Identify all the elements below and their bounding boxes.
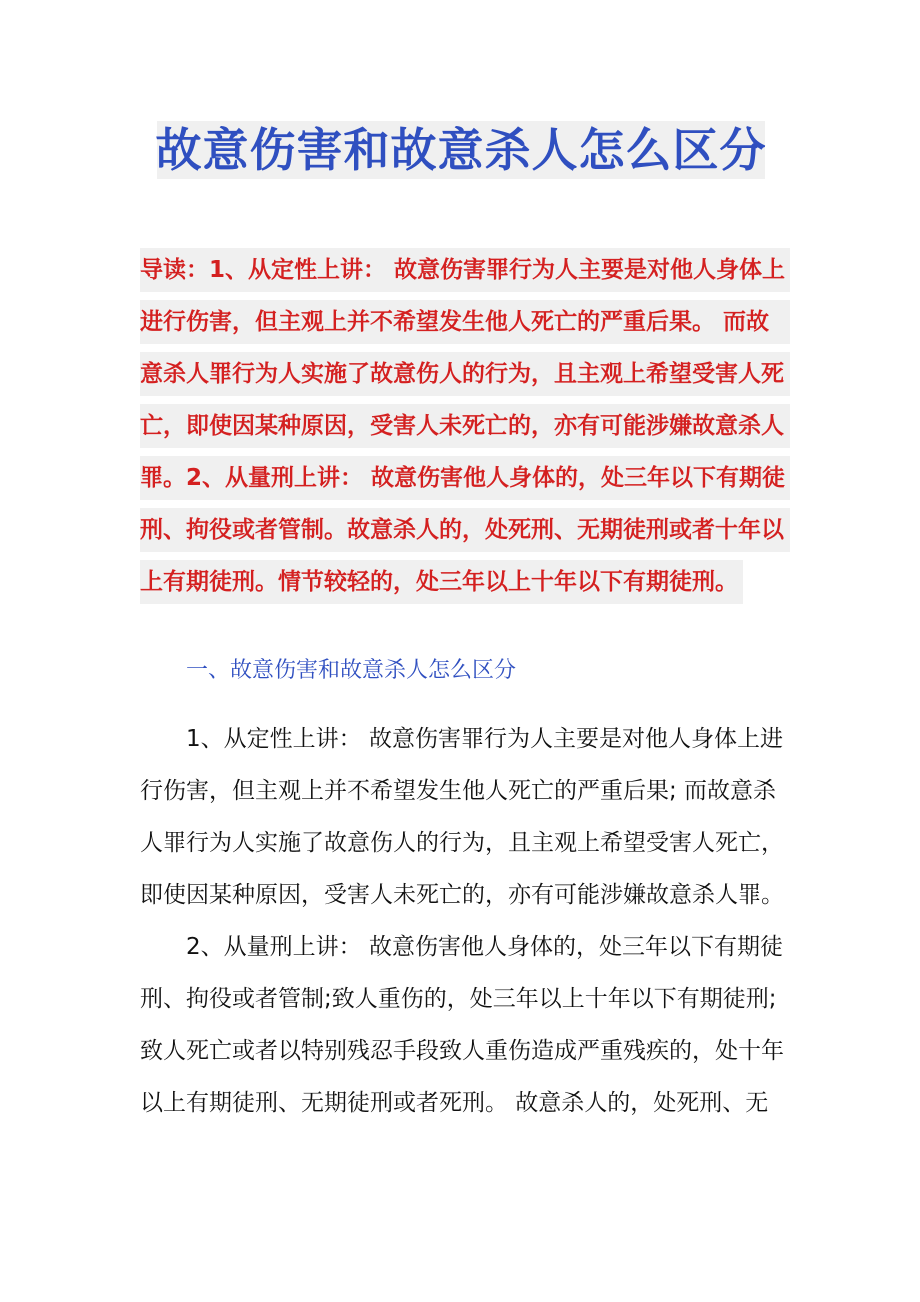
paragraph-line: 以上有期徒刑、无期徒刑或者死刑。 故意杀人的，处死刑、无 — [140, 1090, 769, 1116]
intro-line: 进行伤害，但主观上并不希望发生他人死亡的严重后果。 而故 — [140, 300, 790, 344]
paragraph-line: 即使因某种原因，受害人未死亡的，亦有可能涉嫌故意杀人罪。 — [140, 882, 784, 908]
paragraph-line: 2、从量刑上讲： 故意伤害他人身体的，处三年以下有期徒 — [186, 934, 783, 960]
paragraph-line: 行伤害，但主观上并不希望发生他人死亡的严重后果; 而故意杀 — [140, 778, 777, 804]
paragraph-1 — [140, 713, 790, 921]
intro-line: 上有期徒刑。情节较轻的，处三年以上十年以下有期徒刑。 — [140, 560, 743, 604]
title-highlight — [157, 121, 765, 179]
paragraph-line: 刑、拘役或者管制;致人重伤的，处三年以上十年以下有期徒刑; — [140, 986, 777, 1012]
intro-line: 亡，即使因某种原因，受害人未死亡的，亦有可能涉嫌故意杀人 — [140, 404, 790, 448]
paragraph-line: 1、从定性上讲： 故意伤害罪行为人主要是对他人身体上进 — [186, 726, 783, 752]
paragraph-2 — [140, 921, 790, 1129]
intro-line: 意杀人罪行为人实施了故意伤人的行为，且主观上希望受害人死 — [140, 352, 790, 396]
page-title: 故意伤害和故意杀人怎么区分 — [155, 123, 767, 177]
intro-line: 导读：1、从定性上讲： 故意伤害罪行为人主要是对他人身体上 — [140, 248, 790, 292]
section-heading: 一、故意伤害和故意杀人怎么区分 — [186, 658, 517, 683]
intro-line: 罪。2、从量刑上讲： 故意伤害他人身体的，处三年以下有期徒 — [140, 456, 790, 500]
intro-block — [140, 248, 790, 612]
paragraph-line: 致人死亡或者以特别残忍手段致人重伤造成严重残疾的，处十年 — [140, 1038, 784, 1064]
paragraph-line: 人罪行为人实施了故意伤人的行为，且主观上希望受害人死亡， — [140, 830, 784, 856]
intro-line: 刑、拘役或者管制。故意杀人的，处死刑、无期徒刑或者十年以 — [140, 508, 790, 552]
